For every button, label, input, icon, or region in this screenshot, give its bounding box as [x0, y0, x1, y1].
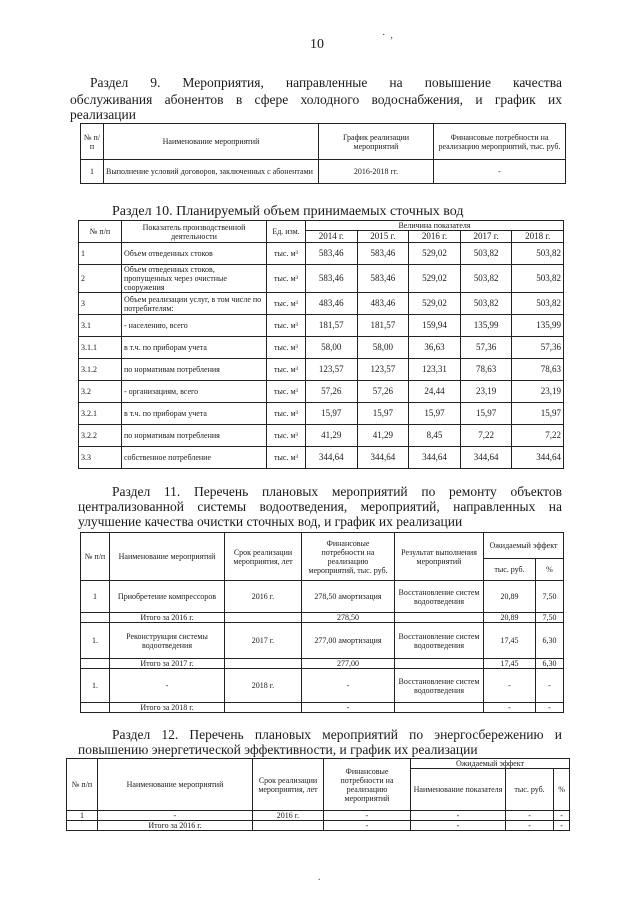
cell-effect-pct: 7,50 [535, 613, 563, 623]
col-header-num: № п/п [81, 533, 110, 581]
cell-finance: - [302, 669, 395, 703]
cell-finance: - [302, 703, 395, 713]
col-header-effect-rub: тыс. руб. [484, 559, 536, 581]
cell-term: 2016 г. [225, 581, 302, 613]
cell-effect-rub: - [484, 703, 536, 713]
cell-name: - организациям, всего [122, 381, 267, 403]
cell-unit: тыс. м³ [267, 265, 306, 293]
cell-value: 123,31 [409, 359, 461, 381]
cell-unit: тыс. м³ [267, 293, 306, 315]
col-header-name: Наименование мероприятий [110, 533, 225, 581]
cell-num: 1. [81, 669, 110, 703]
cell-num: 1 [79, 243, 122, 265]
cell-term: 2018 г. [225, 669, 302, 703]
cell-value: 503,82 [512, 293, 564, 315]
cell-num: 3.2.1 [79, 403, 122, 425]
cell-value: 24,44 [409, 381, 461, 403]
cell-term: 2016 г. [253, 811, 324, 821]
table-row [67, 811, 570, 821]
cell-effect-rub: 17,45 [484, 623, 536, 659]
cell-name: Итого за 2018 г. [110, 703, 225, 713]
cell-value: 78,63 [512, 359, 564, 381]
cell-name: - населению, всего [122, 315, 267, 337]
cell-value: 123,57 [306, 359, 358, 381]
cell-value: 135,99 [460, 315, 512, 337]
col-header-effect-rub: тыс. руб. [506, 769, 554, 811]
cell-unit: тыс. м³ [267, 381, 306, 403]
table-row [81, 659, 564, 669]
table-row [79, 403, 564, 425]
cell-num: 1 [67, 811, 98, 821]
cell-num: 3.2 [79, 381, 122, 403]
cell-name: Объем реализации услуг, в том числе по потребителям: [122, 293, 267, 315]
cell-value: 583,46 [357, 265, 409, 293]
cell-num: 3.1.1 [79, 337, 122, 359]
cell-value: 7,22 [512, 425, 564, 447]
cell-value: 344,64 [512, 447, 564, 469]
cell-value: 15,97 [357, 403, 409, 425]
cell-value: 57,26 [306, 381, 358, 403]
cell-name: Реконструкция системы водоотведения [110, 623, 225, 659]
table-row [79, 337, 564, 359]
page-number: 10 [310, 37, 324, 52]
cell-value: 123,57 [357, 359, 409, 381]
section11-title-line3: улучшение качества очистки сточных вод, и график их реализации [78, 514, 463, 529]
col-header-finance: Финансовые потребности на реализацию мероприятий [324, 759, 411, 811]
cell-value: 181,57 [357, 315, 409, 337]
col-header-values: Величина показателя [306, 221, 564, 231]
cell-value: 181,57 [306, 315, 358, 337]
cell-effect-rub: - [484, 669, 536, 703]
cell-value: 503,82 [460, 265, 512, 293]
col-header-name: Наименование мероприятий [98, 759, 253, 811]
cell-value: 529,02 [409, 293, 461, 315]
section9-title: Раздел 9. Мероприятия, направленные на повышение качества [90, 75, 562, 90]
cell-value: 58,00 [357, 337, 409, 359]
table-row [79, 265, 564, 293]
cell-name: Итого за 2016 г. [98, 821, 253, 831]
table-row [81, 581, 564, 613]
col-header-term: Срок реализации мероприятия, лет [225, 533, 302, 581]
table-row [79, 425, 564, 447]
col-header-name: Показатель производственной деятельности [122, 221, 267, 243]
cell-effect-pct: 6,30 [535, 623, 563, 659]
cell-value: 583,46 [357, 243, 409, 265]
cell-term: 2017 г. [225, 623, 302, 659]
table-row [79, 359, 564, 381]
col-header-year: 2014 г. [306, 231, 358, 243]
cell-value: 135,99 [512, 315, 564, 337]
section9-title-line3: реализации [70, 107, 136, 122]
cell-value: 344,64 [409, 447, 461, 469]
col-header-effect-pct: % [554, 769, 570, 811]
cell-name: по нормативам потребления [122, 359, 267, 381]
cell-name: в т.ч. по приборам учета [122, 337, 267, 359]
cell-result [395, 703, 484, 713]
cell-unit: тыс. м³ [267, 403, 306, 425]
section12-title-line2: повышению энергетической эффективности, и график их реализации [78, 742, 478, 757]
cell-value: 15,97 [306, 403, 358, 425]
cell-num: 3.1.2 [79, 359, 122, 381]
col-header-year: 2016 г. [409, 231, 461, 243]
cell-unit: тыс. м³ [267, 315, 306, 337]
cell-unit: тыс. м³ [267, 359, 306, 381]
table-row [67, 821, 570, 831]
col-header-schedule: График реализации мероприятий [319, 124, 434, 160]
cell-value: 529,02 [409, 265, 461, 293]
section11-title: Раздел 11. Перечень плановых мероприятий по ремонту объектов [112, 484, 562, 499]
cell-value: 36,63 [409, 337, 461, 359]
cell-name: Приобретение компрессоров [110, 581, 225, 613]
col-header-effect-pct: % [535, 559, 563, 581]
cell-num [81, 703, 110, 713]
cell-value: 503,82 [460, 243, 512, 265]
cell-effect-pct: - [554, 821, 570, 831]
cell-value: 23,19 [512, 381, 564, 403]
cell-num: 3.2.2 [79, 425, 122, 447]
table-row [81, 669, 564, 703]
cell-result: Восстановление систем водоотведения [395, 623, 484, 659]
section12-title: Раздел 12. Перечень плановых мероприятий по энергосбережению и [112, 727, 562, 742]
cell-value: 483,46 [357, 293, 409, 315]
col-header-year: 2018 г. [512, 231, 564, 243]
cell-num: 1. [81, 623, 110, 659]
col-header-year: 2017 г. [460, 231, 512, 243]
cell-effect-pct: - [535, 703, 563, 713]
col-header-num: № п/п [79, 221, 122, 243]
scan-speck: · , [382, 30, 393, 41]
cell-value: 344,64 [306, 447, 358, 469]
cell-name: Объем отведенных стоков [122, 243, 267, 265]
cell-num [81, 659, 110, 669]
cell-value: 7,22 [460, 425, 512, 447]
section9-table [80, 123, 566, 184]
cell-value: 503,82 [460, 293, 512, 315]
cell-value: 78,63 [460, 359, 512, 381]
cell-unit: тыс. м³ [267, 447, 306, 469]
col-header-unit: Ед. изм. [267, 221, 306, 243]
table-row [81, 703, 564, 713]
table-row [79, 243, 564, 265]
cell-finance: - [434, 160, 566, 184]
cell-effect-name: - [411, 811, 506, 821]
cell-effect-name: - [411, 821, 506, 831]
cell-schedule: 2016-2018 гг. [319, 160, 434, 184]
col-header-effect: Ожидаемый эффект [484, 533, 564, 559]
table-row [81, 623, 564, 659]
cell-term [225, 659, 302, 669]
cell-effect-pct: 7,50 [535, 581, 563, 613]
cell-num: 2 [79, 265, 122, 293]
table-row [79, 315, 564, 337]
cell-value: 503,82 [512, 265, 564, 293]
cell-result: Восстановление систем водоотведения [395, 581, 484, 613]
cell-effect-pct: 6,30 [535, 659, 563, 669]
cell-unit: тыс. м³ [267, 425, 306, 447]
cell-effect-rub: 17,45 [484, 659, 536, 669]
table-row [79, 381, 564, 403]
cell-effect-rub: 20,89 [484, 613, 536, 623]
cell-term [225, 703, 302, 713]
cell-value: 15,97 [460, 403, 512, 425]
cell-value: 583,46 [306, 243, 358, 265]
cell-value: 483,46 [306, 293, 358, 315]
cell-value: 15,97 [512, 403, 564, 425]
section9-title-line2: обслуживания абонентов в сфере холодного водоснабжения, и график их [70, 92, 562, 107]
cell-name: Итого за 2016 г. [110, 613, 225, 623]
cell-result [395, 613, 484, 623]
col-header-finance: Финансовые потребности на реализацию мероприятий, тыс. руб. [434, 124, 566, 160]
cell-unit: тыс. м³ [267, 243, 306, 265]
col-header-num: № п/п [67, 759, 98, 811]
cell-finance: 278,50 амортизация [302, 581, 395, 613]
table-row [79, 447, 564, 469]
cell-finance: 278,50 [302, 613, 395, 623]
cell-value: 57,26 [357, 381, 409, 403]
cell-unit: тыс. м³ [267, 337, 306, 359]
cell-value: 344,64 [460, 447, 512, 469]
cell-num: 1 [81, 160, 104, 184]
cell-value: 58,00 [306, 337, 358, 359]
cell-term [225, 613, 302, 623]
section10-table [78, 220, 564, 469]
col-header-effect-name: Наименование показателя [411, 769, 506, 811]
scan-speck: . [318, 872, 321, 883]
cell-value: 15,97 [409, 403, 461, 425]
cell-name: Выполнение условий договоров, заключенных с абонентами [104, 160, 319, 184]
cell-name: - [110, 669, 225, 703]
cell-num [67, 821, 98, 831]
cell-term [253, 821, 324, 831]
col-header-effect: Ожидаемый эффект [411, 759, 570, 769]
cell-finance: - [324, 811, 411, 821]
cell-num: 3 [79, 293, 122, 315]
cell-result [395, 659, 484, 669]
section12-table [66, 758, 570, 831]
section11-title-line2: централизованной системы водоотведения, мероприятий, направленных на [78, 499, 562, 514]
cell-value: 529,02 [409, 243, 461, 265]
cell-finance: 277,00 [302, 659, 395, 669]
cell-value: 23,19 [460, 381, 512, 403]
cell-value: 344,64 [357, 447, 409, 469]
col-header-name: Наименование мероприятий [104, 124, 319, 160]
col-header-result: Результат выполнения мероприятий [395, 533, 484, 581]
cell-value: 41,29 [357, 425, 409, 447]
cell-num: 3.1 [79, 315, 122, 337]
section11-table [80, 532, 564, 713]
table-row [81, 160, 566, 184]
cell-effect-rub: - [506, 821, 554, 831]
cell-value: 57,36 [460, 337, 512, 359]
cell-num: 3.3 [79, 447, 122, 469]
col-header-finance: Финансовые потребности на реализацию мероприятий, тыс. руб. [302, 533, 395, 581]
cell-value: 583,46 [306, 265, 358, 293]
cell-name: по нормативам потребления [122, 425, 267, 447]
table-row [79, 293, 564, 315]
cell-num [81, 613, 110, 623]
cell-value: 41,29 [306, 425, 358, 447]
cell-name: Объем отведенных стоков, пропущенных через очистные сооружения [122, 265, 267, 293]
cell-name: Итого за 2017 г. [110, 659, 225, 669]
cell-name: - [98, 811, 253, 821]
cell-result: Восстановление систем водоотведения [395, 669, 484, 703]
table-row [81, 613, 564, 623]
cell-effect-rub: 20,89 [484, 581, 536, 613]
cell-name: в т.ч. по приборам учета [122, 403, 267, 425]
cell-value: 8,45 [409, 425, 461, 447]
section10-title: Раздел 10. Планируемый объем принимаемых сточных вод [112, 204, 464, 219]
cell-value: 159,94 [409, 315, 461, 337]
cell-effect-pct: - [535, 669, 563, 703]
cell-value: 57,36 [512, 337, 564, 359]
col-header-term: Срок реализации мероприятия, лет [253, 759, 324, 811]
cell-effect-rub: - [506, 811, 554, 821]
col-header-num: № п/п [81, 124, 104, 160]
cell-effect-pct: - [554, 811, 570, 821]
cell-finance: - [324, 821, 411, 831]
cell-num: 1 [81, 581, 110, 613]
cell-value: 503,82 [512, 243, 564, 265]
cell-finance: 277,00 амортизация [302, 623, 395, 659]
col-header-year: 2015 г. [357, 231, 409, 243]
cell-name: собственное потребление [122, 447, 267, 469]
